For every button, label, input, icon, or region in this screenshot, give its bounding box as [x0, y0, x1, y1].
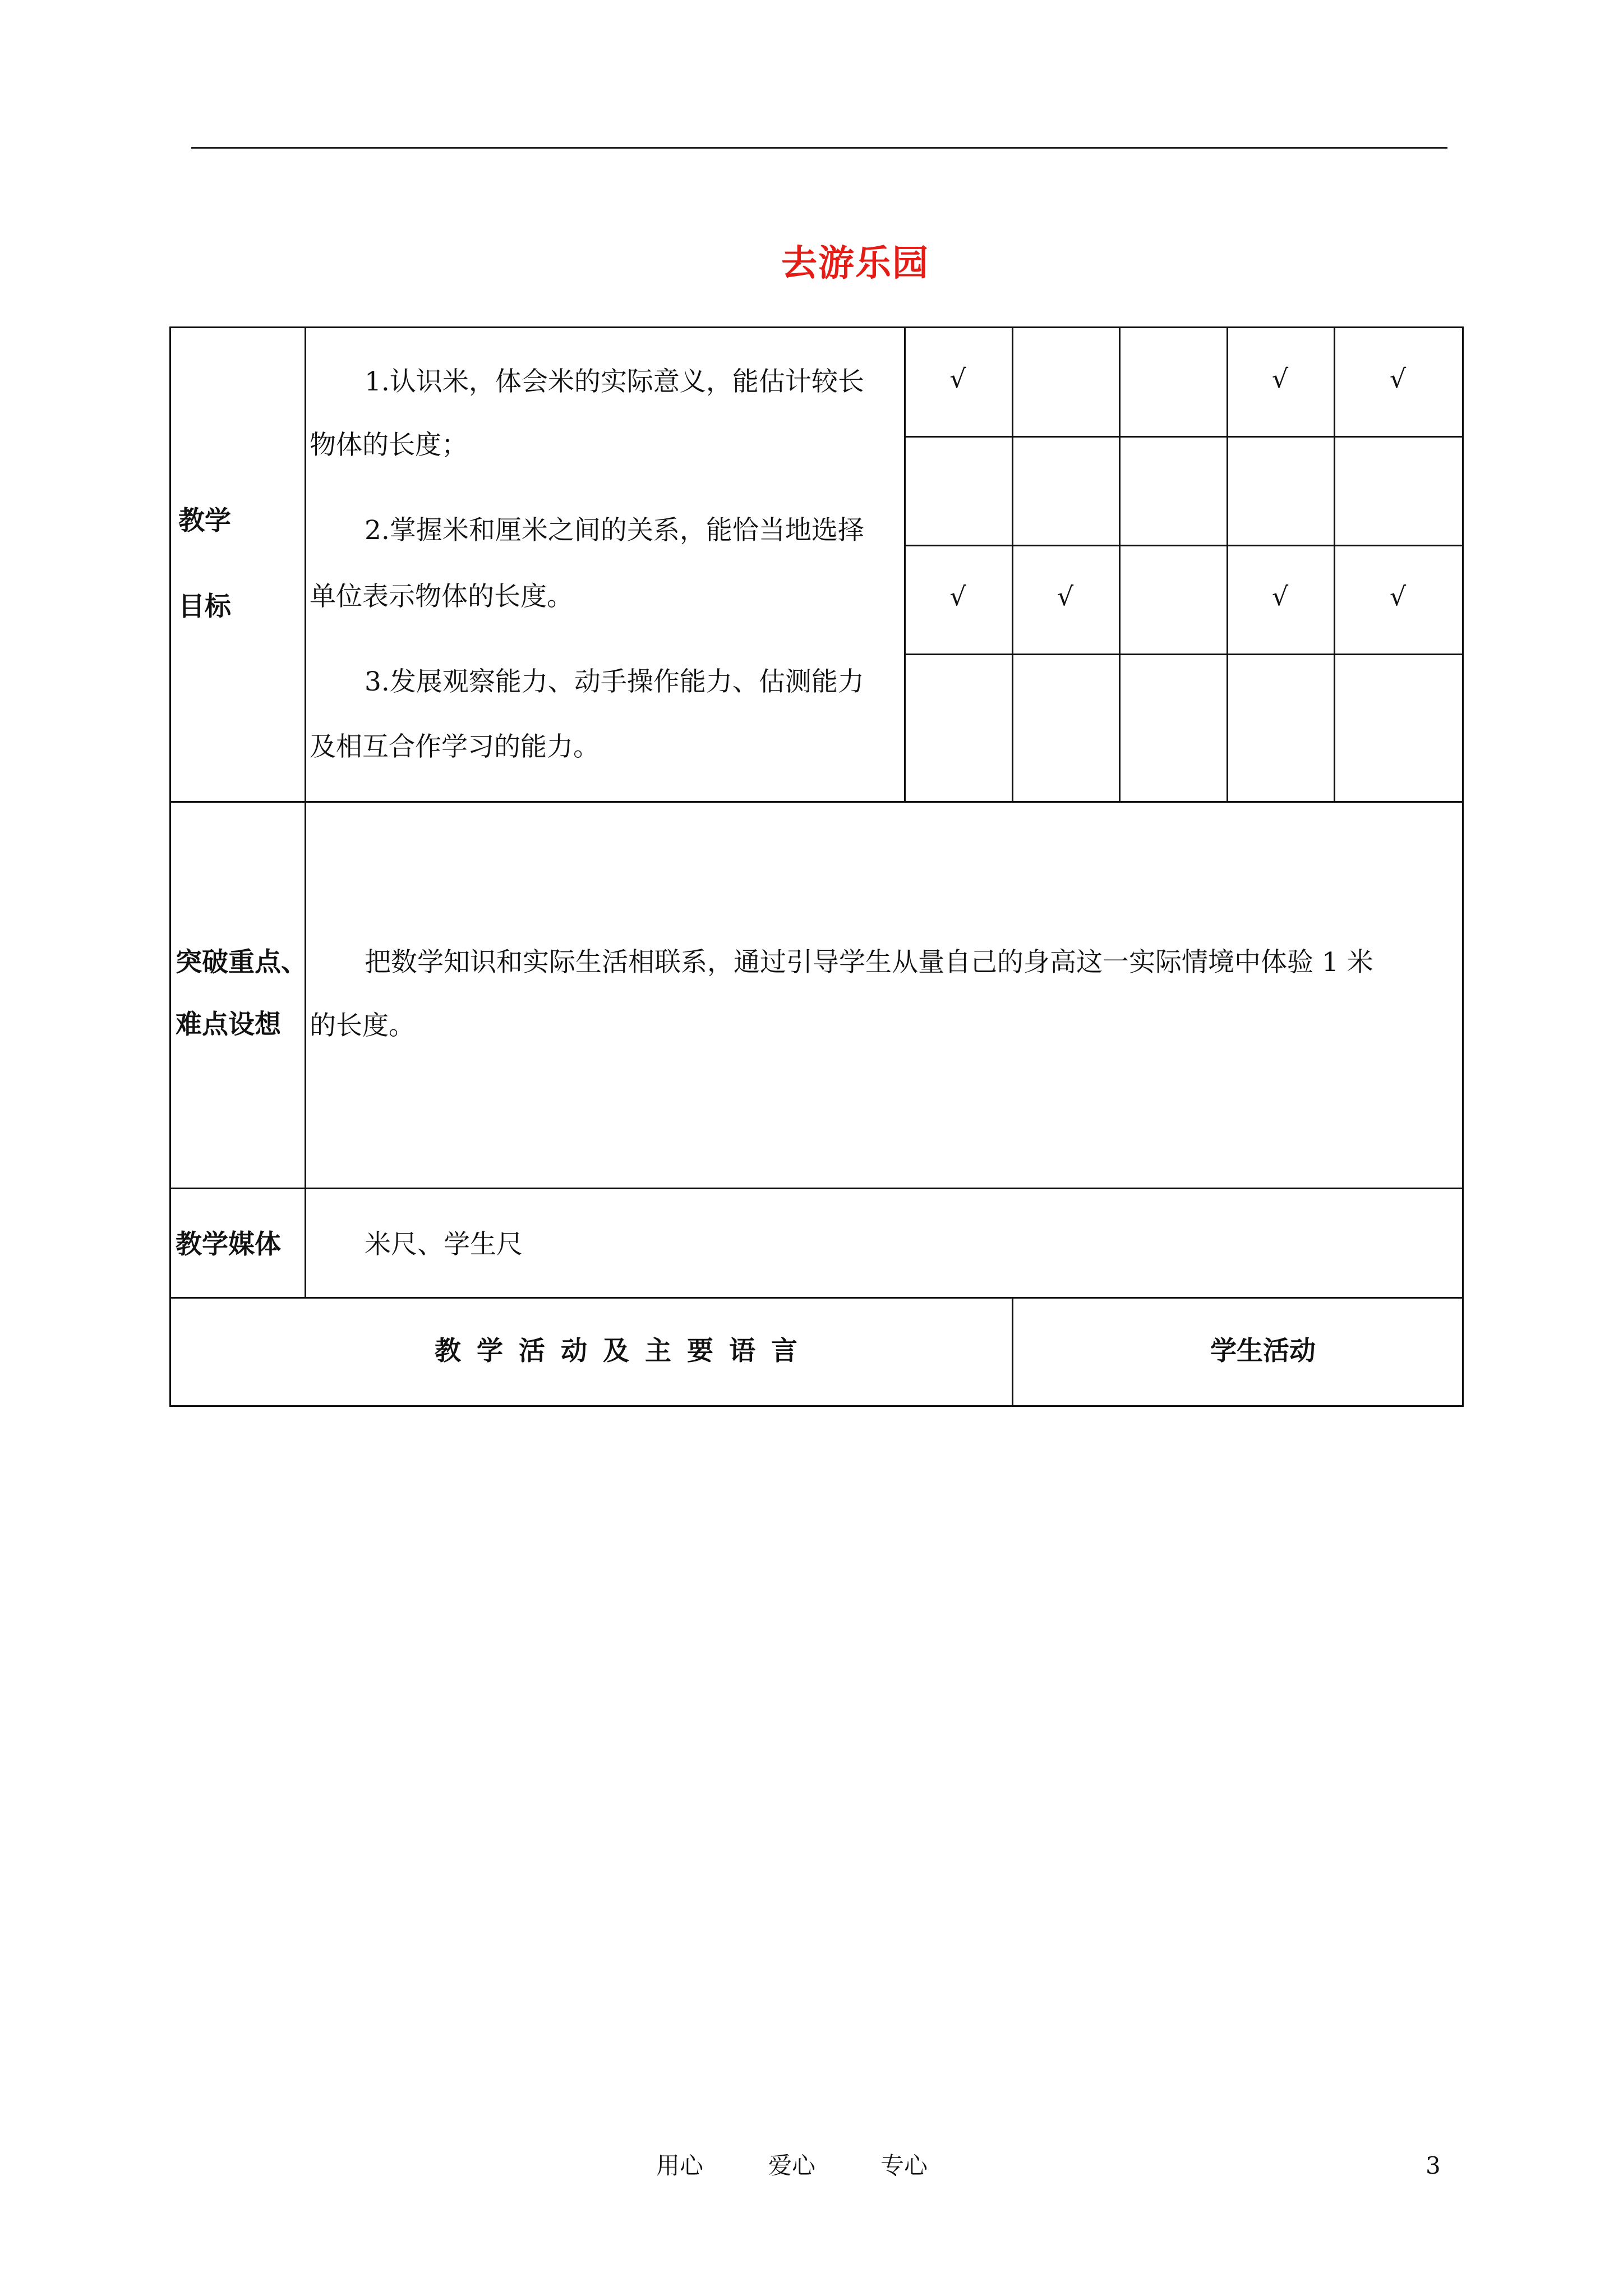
check-mark: √ [1389, 363, 1407, 394]
objective-1-line1: 1.认识米，体会米的实际意义，能估计较长 [365, 366, 864, 397]
objectives-label-line1: 教学 [178, 505, 231, 536]
keypoints-label-line1: 突破重点、 [176, 947, 307, 978]
grid-row-line [904, 654, 1464, 655]
media-label: 教学媒体 [176, 1229, 281, 1260]
table-border-left [169, 326, 171, 1407]
grid-column-line [1227, 326, 1228, 803]
page-number: 3 [1426, 2152, 1441, 2179]
check-mark: √ [1389, 581, 1407, 611]
table-border-top [169, 326, 1464, 328]
student-activity-heading: 学生活动 [1210, 1336, 1316, 1366]
keypoints-text-line1: 把数学知识和实际生活相联系，通过引导学生从量自己的身高这一实际情境中体验 1 米 [365, 947, 1373, 978]
footer-word-1: 用心 [656, 2152, 704, 2179]
objectives-label-line2: 目标 [178, 591, 231, 622]
objectives-bottom-line [169, 801, 1464, 803]
check-mark: √ [949, 581, 966, 611]
table-border-bottom [169, 1405, 1464, 1407]
check-mark: √ [949, 363, 966, 394]
grid-column-line [904, 326, 906, 803]
footer-word-2: 爱心 [768, 2152, 816, 2179]
activity-divider-line [1012, 1297, 1013, 1407]
grid-column-line [1012, 326, 1013, 803]
objective-3-line1: 3.发展观察能力、动手操作能力、估测能力 [365, 666, 864, 697]
check-mark: √ [1271, 363, 1289, 394]
teaching-activity-heading: 教学活动及主要语言 [435, 1336, 813, 1366]
grid-column-line [1334, 326, 1335, 803]
table-border-right [1462, 326, 1464, 1407]
grid-row-line [904, 436, 1464, 438]
objective-3-line2: 及相互合作学习的能力。 [310, 731, 600, 762]
keypoints-text-line2: 的长度。 [310, 1010, 415, 1041]
objective-1-line2: 物体的长度； [310, 430, 468, 461]
media-bottom-line [169, 1297, 1464, 1299]
header-rule [191, 147, 1447, 149]
grid-row-line [904, 545, 1464, 546]
keypoints-label-line2: 难点设想 [176, 1009, 281, 1040]
footer-word-3: 专心 [880, 2152, 928, 2179]
keypoints-bottom-line [169, 1188, 1464, 1189]
check-mark: √ [1057, 581, 1074, 611]
check-mark: √ [1271, 581, 1289, 611]
grid-column-line [1119, 326, 1121, 803]
page-title: 去游乐园 [781, 242, 929, 284]
objective-2-line2: 单位表示物体的长度。 [310, 581, 573, 612]
label-column-line [305, 326, 306, 1299]
objective-2-line1: 2.掌握米和厘米之间的关系，能恰当地选择 [365, 515, 864, 546]
media-value: 米尺、学生尺 [365, 1229, 523, 1260]
